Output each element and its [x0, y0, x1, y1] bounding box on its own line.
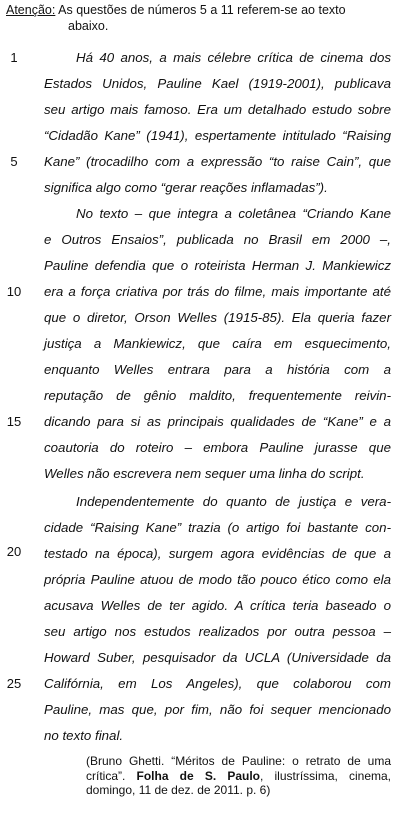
- text-line: Estados Unidos, Pauline Kael (1919-2001), publicava: [44, 76, 391, 91]
- attention-text-line1: As questões de números 5 a 11 referem-se ao texto: [58, 3, 346, 17]
- line-number: 15: [6, 414, 22, 429]
- line-number: 5: [10, 154, 18, 169]
- text-line: testado na época), surgem agora evidências de que a: [44, 546, 391, 561]
- citation-source: Folha de S. Paulo: [136, 768, 260, 783]
- line-number: 20: [6, 544, 22, 559]
- text-line: Howard Suber, pesquisador da UCLA (Universidade da: [44, 650, 391, 665]
- text-line: enquanto Welles entrara para a história com a: [44, 362, 391, 377]
- line-number: 10: [6, 284, 22, 299]
- text-line: Welles não escrevera nem sequer uma linha do script.: [44, 466, 365, 481]
- text-line: justiça a Mankiewicz, que caíra em esquecimento,: [44, 336, 391, 351]
- text-line: coautoria do roteiro – embora Pauline jurasse que: [44, 440, 391, 455]
- text-line: Independentemente do quanto de justiça e vera-: [76, 494, 391, 509]
- text-line: Kane” (trocadilho com a expressão “to raise Cain”, que: [44, 154, 391, 169]
- text-line: dicando para si as principais qualidades de “Kane” e a: [44, 414, 391, 429]
- text-line: Pauline, mas que, por fim, não foi sequer mencionado: [44, 702, 391, 717]
- text-line: acusava Welles de ter agido. A crítica teria baseado o: [44, 598, 391, 613]
- text-line: No texto – que integra a coletânea “Criando Kane: [76, 206, 391, 221]
- attention-label: Atenção:: [6, 3, 56, 17]
- text-line: própria Pauline atuou de modo tão pouco ético como ela: [44, 572, 391, 587]
- line-number: 1: [10, 50, 18, 65]
- text-line: era a força criativa por trás do filme, mais importante até: [44, 284, 391, 299]
- line-number: 25: [6, 676, 22, 691]
- text-line: Califórnia, em Los Angeles), que colaborou com: [44, 676, 391, 691]
- text-line: cidade “Raising Kane” trazia (o artigo foi bastante con-: [44, 520, 391, 535]
- source-citation: [86, 754, 391, 798]
- attention-text-line2: abaixo.: [68, 19, 109, 33]
- text-line: seu artigo nos estudos realizados por outra pessoa –: [44, 624, 391, 639]
- text-line: seu artigo mais famoso. Era um detalhado estudo sobre: [44, 102, 391, 117]
- text-line: Pauline defendia que o roteirista Herman J. Mankiewicz: [44, 258, 391, 273]
- text-line: “Cidadão Kane” (1941), espertamente intitulado “Raising: [44, 128, 391, 143]
- text-line: e Outros Ensaios”, publicada no Brasil em 2000 –,: [44, 232, 391, 247]
- text-line: que o diretor, Orson Welles (1915-85). Ela queria fazer: [44, 310, 391, 325]
- citation-text: (Bruno Ghetti. “Méritos de Pauline: o retrato de uma crítica”.: [86, 754, 391, 783]
- attention-note: [6, 2, 401, 34]
- text-line: significa algo como “gerar reações inflamadas”).: [44, 180, 328, 195]
- text-line: Há 40 anos, a mais célebre crítica de cinema dos: [76, 50, 391, 65]
- citation-details: , ilustríssima, cinema, domingo, 11 de dez. de 2011. p. 6): [86, 768, 392, 797]
- text-line: reputação de gênio maldito, frequentemente reivin-: [44, 388, 391, 403]
- text-line: no texto final.: [44, 728, 124, 743]
